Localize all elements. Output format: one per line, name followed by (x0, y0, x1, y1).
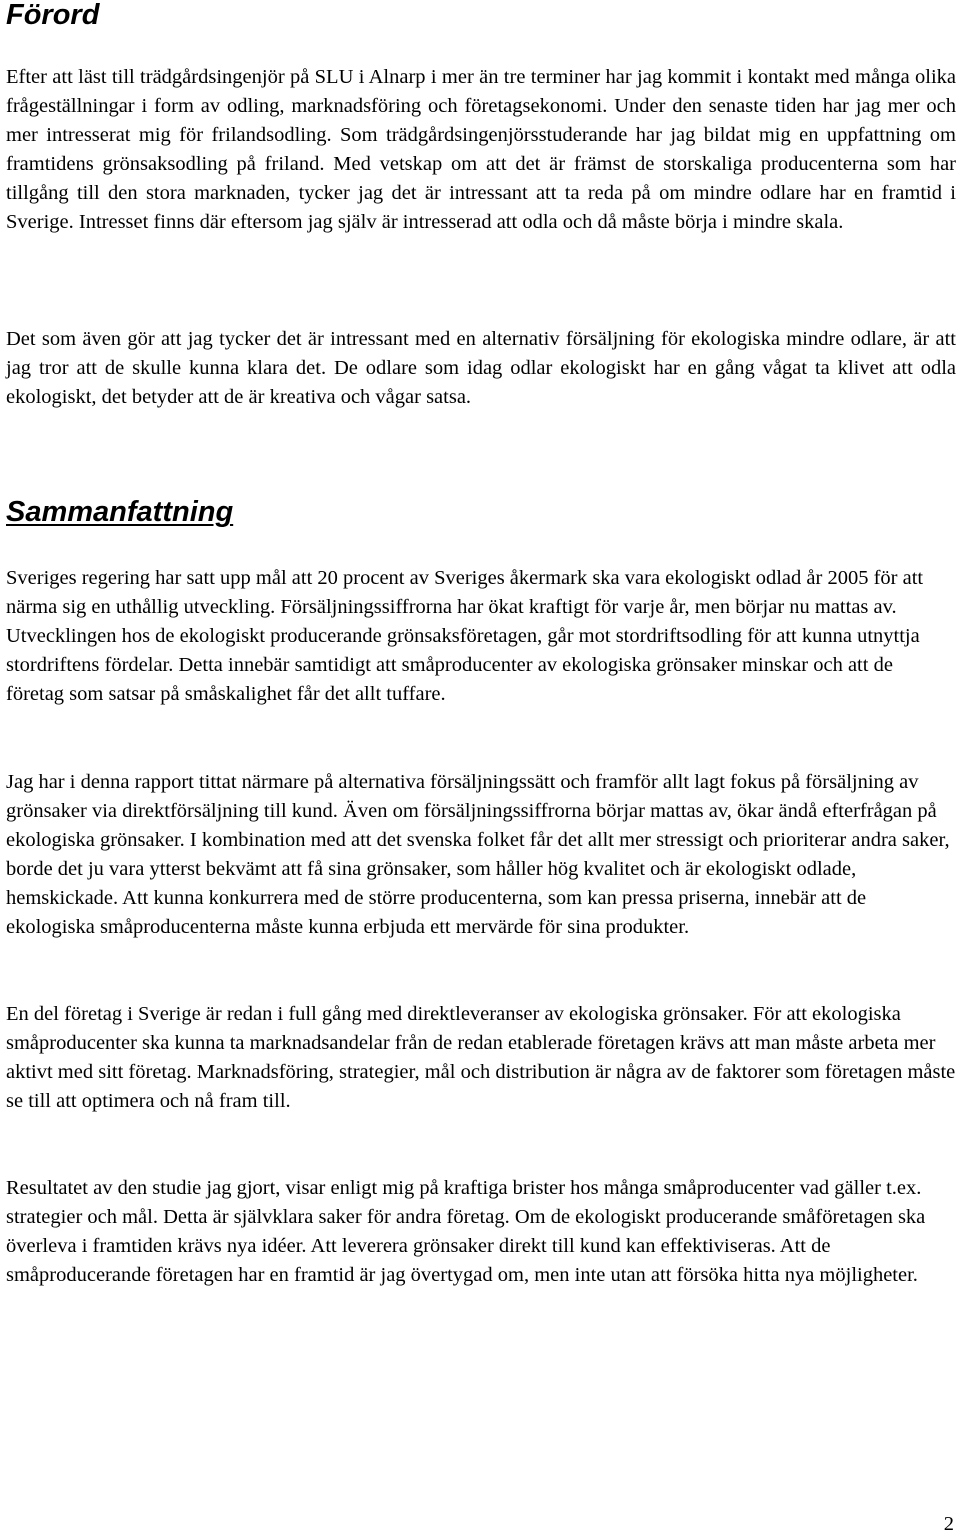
page-number: 2 (943, 1513, 954, 1535)
paragraph-sammanfattning-4: Resultatet av den studie jag gjort, visar enligt mig på kraftiga brister hos många småproducenter vad gäller t.ex. strategier och mål. Detta är självklara saker för andra företag. Om de ekologiskt producerande småföretagen ska överleva i framtiden krävs nya idéer. Att leverera grönsaker direkt till kund kan effektiviseras. Att de småproducerande företagen har en framtid är jag övertygad om, men inte utan att försöka hitta nya möjligheter. (6, 1177, 926, 1286)
paragraph-sammanfattning-2: Jag har i denna rapport tittat närmare på alternativa försäljningssätt och framför allt lagt fokus på försäljning av grönsaker via direktförsäljning till kund. Även om försäljningssiffrorna börjar mattas av, ökar ändå efterfrågan på ekologiska grönsaker. I kombination med att det svenska folket får det allt mer stressigt och prioriterar andra saker, borde det ju vara ytterst bekvämt att få sina grönsaker, som håller hög kvalitet och är ekologiskt odlade, hemskickade. Att kunna konkurrera med de större producenterna, som kan pressa priserna, innebär att de ekologiska småproducenterna måste kunna erbjuda ett mervärde för sina produkter. (6, 771, 950, 938)
paragraph-sammanfattning-1: Sveriges regering har satt upp mål att 20 procent av Sveriges åkermark ska vara ekologiskt odlad år 2005 för att närma sig en uthållig utveckling. Försäljningssiffrorna har ökat kraftigt för varje år, men börjar nu mattas av. Utvecklingen hos de ekologiskt producerande grönsaksföretagen, går mot stordriftsodling för att kunna utnyttja stordriftens fördelar. Detta innebär samtidigt att småproducenter av ekologiska grönsaker minskar och att de företag som satsar på småskalighet får det allt tuffare. (6, 567, 924, 705)
heading-sammanfattning: Sammanfattning (6, 496, 234, 528)
heading-forord: Förord (6, 0, 100, 31)
paragraph-forord-2: Det som även gör att jag tycker det är intressant med en alternativ försäljning för ekologiska mindre odlare, är att jag tror att de skulle kunna klara det. De odlare som idag odlar ekologiskt har en gång vågat ta klivet att odla ekologiskt, det betyder att de är kreativa och vågar satsa. (6, 328, 956, 408)
paragraph-sammanfattning-3: En del företag i Sverige är redan i full gång med direktleveranser av ekologiska grönsaker. För att ekologiska småproducenter ska kunna ta marknadsandelar från de redan etablerade företagen krävs att man måste arbeta mer aktivt med sitt företag. Marknadsföring, strategier, mål och distribution är några av de faktorer som företagen måste se till att optimera och nå fram till. (6, 1003, 956, 1112)
paragraph-forord-1: Efter att läst till trädgårdsingenjör på SLU i Alnarp i mer än tre terminer har jag kommit i kontakt med många olika frågeställningar i form av odling, marknadsföring och företagsekonomi. Under den senaste tiden har jag mer och mer intresserat mig för frilandsodling. Som trädgårdsingenjörsstuderande har jag bildat mig en uppfattning om framtidens grönsaksodling på friland. Med vetskap om att det är främst de storskaliga producenterna som har tillgång till den stora marknaden, tycker jag det är intressant att ta reda på om mindre odlare har en framtid i Sverige. Intresset finns där eftersom jag själv är intresserad att odla och då måste börja i mindre skala. (6, 66, 956, 233)
